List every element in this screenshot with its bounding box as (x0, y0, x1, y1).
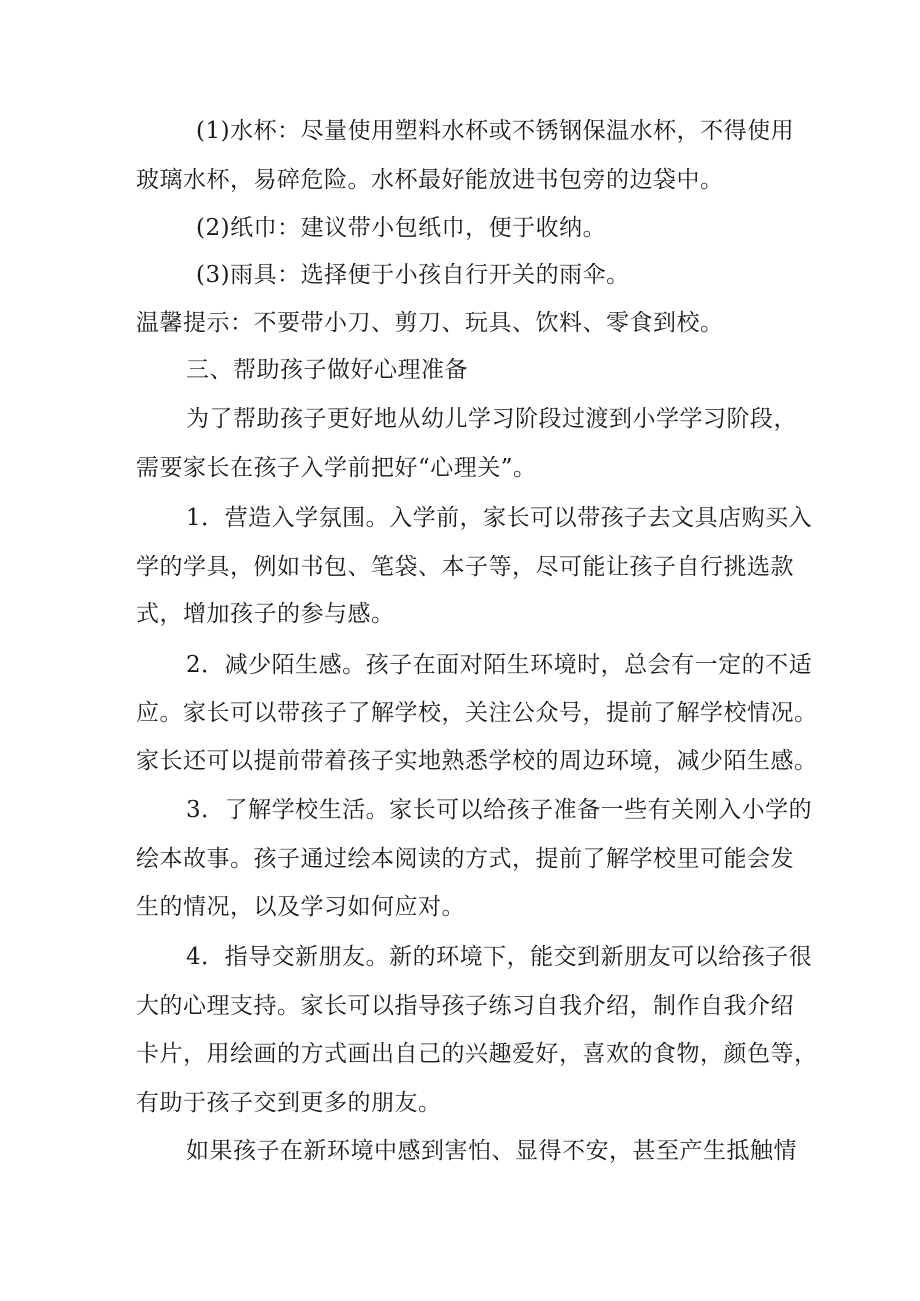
paragraph-line: 需要家长在孩子入学前把好“心理关”。 (136, 455, 537, 481)
paragraph-line: 卡片，用绘画的方式画出自己的兴趣爱好，喜欢的食物，颜色等， (136, 1041, 818, 1067)
paragraph-line: 2．减少陌生感。孩子在面对陌生环境时，总会有一定的不适 (186, 652, 813, 678)
paragraph-line: (3)雨具：选择便于小孩自行开关的雨伞。 (196, 262, 630, 288)
paragraph-line: 绘本故事。孩子通过绘本阅读的方式，提前了解学校里可能会发 (136, 846, 794, 872)
paragraph-line: 玻璃水杯，易碎危险。水杯最好能放进书包旁的边袋中。 (136, 167, 724, 193)
paragraph-line: 大的心理支持。家长可以指导孩子练习自我介绍，制作自我介绍 (136, 993, 794, 1019)
paragraph-line: (2)纸巾：建议带小包纸巾，便于收纳。 (196, 215, 607, 241)
paragraph-line: 家长还可以提前带着孩子实地熟悉学校的周边环境，减少陌生感。 (136, 748, 818, 774)
paragraph-line: 温馨提示：不要带小刀、剪刀、玩具、饮料、零食到校。 (136, 310, 724, 336)
paragraph-line: 1．营造入学氛围。入学前，家长可以带孩子去文具店购买入 (186, 505, 813, 531)
paragraph-line: 如果孩子在新环境中感到害怕、显得不安，甚至产生抵触情 (186, 1138, 797, 1164)
paragraph-line: 学的学具，例如书包、笔袋、本子等，尽可能让孩子自行挑选款 (136, 554, 794, 580)
paragraph-line: (1)水杯：尽量使用塑料水杯或不锈钢保温水杯，不得使用 (196, 118, 795, 144)
paragraph-line: 4．指导交新朋友。新的环境下，能交到新朋友可以给孩子很 (186, 944, 813, 970)
paragraph-line: 3．了解学校生活。家长可以给孩子准备一些有关刚入小学的 (186, 797, 813, 823)
paragraph-line: 有助于孩子交到更多的朋友。 (136, 1090, 442, 1116)
paragraph-line: 应。家长可以带孩子了解学校，关注公众号，提前了解学校情况。 (136, 700, 818, 726)
paragraph-line: 式，增加孩子的参与感。 (136, 601, 395, 627)
section-heading: 三、帮助孩子做好心理准备 (186, 357, 468, 383)
paragraph-line: 为了帮助孩子更好地从幼儿学习阶段过渡到小学学习阶段， (186, 406, 797, 432)
paragraph-line: 生的情况，以及学习如何应对。 (136, 894, 465, 920)
